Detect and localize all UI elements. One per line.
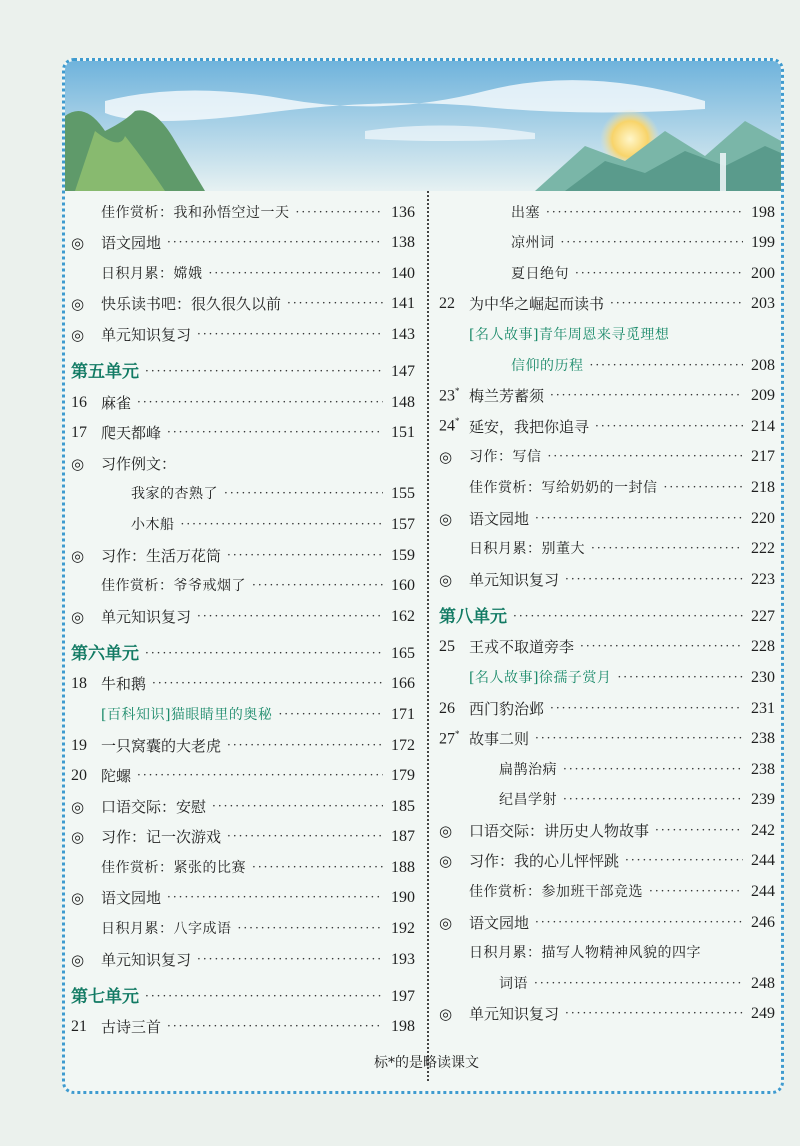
- page-number: 222: [751, 540, 775, 558]
- entry-title: 日积月累：嫦娥: [101, 265, 203, 282]
- entry-title: 爬天都峰: [101, 424, 162, 443]
- page-number: 228: [751, 638, 775, 656]
- lesson-number: 22: [439, 295, 455, 313]
- toc-entry[interactable]: [71, 595, 415, 626]
- page-number: 148: [391, 393, 415, 411]
- entry-title: 陀螺: [101, 767, 132, 786]
- lesson-number: 24*: [439, 416, 460, 435]
- dot-leader: [145, 646, 383, 660]
- unit-title: 第八单元: [439, 606, 507, 627]
- toc-entry[interactable]: [439, 901, 775, 932]
- dot-leader: [181, 517, 384, 531]
- bullet-ring-icon: ◎: [439, 448, 453, 467]
- page-number: 197: [391, 987, 415, 1005]
- unit-heading[interactable]: [71, 344, 415, 381]
- entry-title: 习作：记一次游戏: [101, 828, 222, 847]
- page-number: 238: [751, 730, 775, 748]
- page-number: 238: [751, 760, 775, 778]
- toc-entry[interactable]: [439, 558, 775, 589]
- toc-entry[interactable]: [71, 1006, 415, 1037]
- toc-left-column: [71, 191, 415, 1036]
- entry-title: 小木船: [131, 516, 175, 533]
- entry-title: 延安，我把你追寻: [469, 417, 590, 436]
- dot-leader: [252, 578, 383, 592]
- page-number: 157: [391, 515, 415, 533]
- toc-entry[interactable]: [71, 412, 415, 443]
- toc-entry[interactable]: [71, 473, 415, 504]
- bullet-ring-icon: ◎: [439, 913, 453, 932]
- page-number: 141: [391, 295, 415, 313]
- page-number: 187: [391, 828, 415, 846]
- dot-leader: [563, 792, 743, 806]
- entry-title: 单元知识复习: [469, 1005, 560, 1024]
- entry-title: 日积月累：描写人物精神风貌的四字: [469, 945, 701, 962]
- dot-leader: [535, 511, 743, 525]
- toc-entry[interactable]: [439, 779, 775, 810]
- toc-entry[interactable]: [439, 962, 775, 993]
- toc-entry[interactable]: [439, 283, 775, 314]
- page-number: 192: [391, 920, 415, 938]
- toc-entry[interactable]: [439, 870, 775, 901]
- entry-title: 夏日绝句: [511, 265, 569, 282]
- toc-entry[interactable]: [71, 313, 415, 344]
- page-number: 147: [391, 362, 415, 380]
- bullet-ring-icon: ◎: [439, 570, 453, 589]
- dot-leader: [167, 425, 383, 439]
- entry-title: 古诗三首: [101, 1018, 162, 1037]
- entry-title: 佳作赏析：参加班干部竞选: [469, 884, 643, 901]
- entry-title: 信仰的历程: [511, 357, 584, 374]
- dot-leader: [610, 296, 743, 310]
- toc-entry[interactable]: [71, 693, 415, 724]
- dot-leader: [252, 860, 383, 874]
- page-number: 220: [751, 509, 775, 527]
- entry-title: 凉州词: [511, 235, 555, 252]
- page-number: 166: [391, 675, 415, 693]
- bullet-ring-icon: ◎: [439, 1005, 453, 1024]
- entry-title: 故事二则: [469, 730, 530, 749]
- dot-leader: [212, 799, 383, 813]
- entry-title: 一只窝囊的大老虎: [101, 736, 222, 755]
- bullet-ring-icon: ◎: [71, 325, 85, 344]
- bullet-ring-icon: ◎: [439, 509, 453, 528]
- bullet-ring-icon: ◎: [71, 546, 85, 565]
- lesson-number: 17: [71, 424, 87, 442]
- page-number: 185: [391, 797, 415, 815]
- toc-entry[interactable]: [439, 191, 775, 222]
- dot-leader: [534, 976, 743, 990]
- dot-leader: [227, 829, 383, 843]
- page-number: 155: [391, 485, 415, 503]
- toc-entry[interactable]: [71, 252, 415, 283]
- dot-leader: [561, 235, 744, 249]
- landscape-banner: [65, 61, 781, 191]
- dot-leader: [197, 609, 383, 623]
- toc-entry[interactable]: [439, 405, 775, 436]
- page-number: 217: [751, 448, 775, 466]
- page-number: 198: [751, 203, 775, 221]
- toc-entry[interactable]: [71, 816, 415, 847]
- entry-title: 习作例文：: [101, 454, 177, 473]
- dot-leader: [655, 823, 743, 837]
- page-number: 239: [751, 791, 775, 809]
- toc-entry[interactable]: [71, 283, 415, 314]
- page-number: 244: [751, 883, 775, 901]
- toc-entry[interactable]: [71, 846, 415, 877]
- page-number: 231: [751, 699, 775, 717]
- page-number: 179: [391, 767, 415, 785]
- page-frame: [62, 58, 784, 1094]
- dot-leader: [137, 395, 383, 409]
- bullet-ring-icon: ◎: [71, 607, 85, 626]
- entry-title: 佳作赏析：紧张的比赛: [101, 859, 246, 876]
- page-number: 227: [751, 607, 775, 625]
- dot-leader: [565, 1006, 743, 1020]
- bullet-ring-icon: ◎: [71, 889, 85, 908]
- entry-title: 梅兰芳蓄须: [469, 387, 545, 406]
- toc-entry[interactable]: [439, 222, 775, 253]
- toc-entry[interactable]: [439, 528, 775, 559]
- entry-title: 出塞: [511, 204, 540, 221]
- entry-title: 单元知识复习: [101, 607, 192, 626]
- dot-leader: [617, 670, 743, 684]
- lesson-number: 20: [71, 767, 87, 785]
- lesson-number: 16: [71, 393, 87, 411]
- toc-entry[interactable]: [71, 755, 415, 786]
- dot-leader: [167, 890, 383, 904]
- page-number: 198: [391, 1018, 415, 1036]
- toc-entry[interactable]: [439, 436, 775, 467]
- entry-title: 佳作赏析：写给奶奶的一封信: [469, 479, 658, 496]
- lesson-number: 19: [71, 736, 87, 754]
- dot-leader: [167, 235, 383, 249]
- entry-title: 习作：生活万花筒: [101, 546, 222, 565]
- entry-title: 日积月累：八字成语: [101, 921, 232, 938]
- page-number: 242: [751, 821, 775, 839]
- lesson-number: 26: [439, 699, 455, 717]
- entry-title: 扁鹊治病: [499, 761, 557, 778]
- toc-entry[interactable]: [439, 466, 775, 497]
- toc-entry[interactable]: [71, 222, 415, 253]
- page-number: 199: [751, 234, 775, 252]
- page-number: 165: [391, 644, 415, 662]
- dot-leader: [535, 731, 743, 745]
- toc-entry[interactable]: [71, 503, 415, 534]
- dot-leader: [152, 676, 383, 690]
- page-number: 162: [391, 607, 415, 625]
- page-number: 214: [751, 417, 775, 435]
- dot-leader: [137, 768, 383, 782]
- lesson-number: 18: [71, 675, 87, 693]
- toc-entry[interactable]: [439, 687, 775, 718]
- page-number: 203: [751, 295, 775, 313]
- page-number: 190: [391, 889, 415, 907]
- dot-leader: [238, 921, 384, 935]
- dot-leader: [550, 388, 743, 402]
- bullet-ring-icon: ◎: [71, 950, 85, 969]
- page-number: 209: [751, 387, 775, 405]
- page-number: 246: [751, 913, 775, 931]
- dot-leader: [197, 952, 383, 966]
- page-number: 248: [751, 974, 775, 992]
- entry-title: 西门豹治邺: [469, 699, 545, 718]
- entry-title: 为中华之崛起而读书: [469, 295, 605, 314]
- dot-leader: [278, 707, 383, 721]
- unit-title: 第七单元: [71, 986, 139, 1007]
- unit-title: 第五单元: [71, 361, 139, 382]
- toc-entry[interactable]: [71, 191, 415, 222]
- entry-title: 语文园地: [101, 234, 162, 253]
- dot-leader: [546, 205, 743, 219]
- toc-entry[interactable]: [439, 497, 775, 528]
- toc-entry[interactable]: [439, 809, 775, 840]
- entry-title: 纪昌学射: [499, 792, 557, 809]
- unit-heading[interactable]: [71, 626, 415, 663]
- page-number: 159: [391, 546, 415, 564]
- entry-title: 口语交际：讲历史人物故事: [469, 821, 650, 840]
- dot-leader: [590, 358, 744, 372]
- dot-leader: [548, 449, 744, 463]
- lesson-number: 25: [439, 638, 455, 656]
- toc-entry[interactable]: [439, 626, 775, 657]
- page-number: 140: [391, 264, 415, 282]
- entry-title: 语文园地: [469, 509, 530, 528]
- toc-entry[interactable]: [439, 932, 775, 963]
- toc-entry[interactable]: [439, 344, 775, 375]
- bullet-ring-icon: ◎: [71, 797, 85, 816]
- dot-leader: [580, 639, 743, 653]
- toc-entry[interactable]: [439, 375, 775, 406]
- page-number: 172: [391, 736, 415, 754]
- bullet-ring-icon: ◎: [71, 828, 85, 847]
- page-number: 160: [391, 577, 415, 595]
- entry-title: 语文园地: [469, 913, 530, 932]
- entry-title: 单元知识复习: [101, 950, 192, 969]
- toc-entry[interactable]: [439, 313, 775, 344]
- dot-leader: [664, 480, 744, 494]
- toc-entry[interactable]: [71, 381, 415, 412]
- toc-entry[interactable]: [71, 877, 415, 908]
- page-number: 138: [391, 234, 415, 252]
- toc-entry[interactable]: [71, 938, 415, 969]
- toc-entry[interactable]: [439, 718, 775, 749]
- toc-entry[interactable]: [439, 748, 775, 779]
- entry-title: 我家的杏熟了: [131, 486, 218, 503]
- toc-entry[interactable]: [439, 656, 775, 687]
- page-number: 208: [751, 356, 775, 374]
- bullet-ring-icon: ◎: [439, 821, 453, 840]
- entry-title: [名人故事]徐孺子赏月: [469, 669, 612, 686]
- entry-title: 麻雀: [101, 393, 132, 412]
- toc-entry[interactable]: [71, 663, 415, 694]
- dot-leader: [535, 915, 743, 929]
- entry-title: 牛和鹅: [101, 675, 147, 694]
- dot-leader: [296, 205, 384, 219]
- toc-entry[interactable]: [439, 252, 775, 283]
- page-number: 230: [751, 668, 775, 686]
- toc-entry[interactable]: [71, 442, 415, 473]
- entry-title: 日积月累：别董大: [469, 541, 585, 558]
- entry-title: 单元知识复习: [101, 325, 192, 344]
- page-number: 143: [391, 325, 415, 343]
- page-number: 193: [391, 950, 415, 968]
- bullet-ring-icon: ◎: [71, 234, 85, 253]
- page-number: 188: [391, 858, 415, 876]
- lesson-number: 27*: [439, 728, 460, 748]
- page-number: 171: [391, 705, 415, 723]
- dot-leader: [575, 266, 743, 280]
- dot-leader: [595, 419, 743, 433]
- entry-title: 语文园地: [101, 889, 162, 908]
- entry-title: 习作：我的心儿怦怦跳: [469, 852, 620, 871]
- page-number: 218: [751, 478, 775, 496]
- page-number: 249: [751, 1005, 775, 1023]
- page-number: 244: [751, 852, 775, 870]
- toc-right-column: [439, 191, 775, 1023]
- page-number: 136: [391, 203, 415, 221]
- page-number: 200: [751, 264, 775, 282]
- dot-leader: [145, 989, 383, 1003]
- bullet-ring-icon: ◎: [71, 454, 85, 473]
- dot-leader: [287, 296, 383, 310]
- toc-entry[interactable]: [71, 907, 415, 938]
- toc-entry[interactable]: [71, 534, 415, 565]
- page-number: 223: [751, 570, 775, 588]
- bullet-ring-icon: ◎: [71, 295, 85, 314]
- entry-title: 王戎不取道旁李: [469, 638, 575, 657]
- entry-title: [百科知识]猫眼睛里的奥秘: [101, 706, 273, 723]
- column-divider: [427, 191, 429, 1081]
- dot-leader: [625, 853, 743, 867]
- dot-leader: [550, 701, 743, 715]
- dot-leader: [224, 486, 383, 500]
- entry-title: [名人故事]青年周恩来寻觅理想: [469, 326, 670, 343]
- lesson-number: 21: [71, 1018, 87, 1036]
- dot-leader: [167, 1019, 383, 1033]
- dot-leader: [197, 327, 383, 341]
- dot-leader: [227, 548, 383, 562]
- footnote: 标*的是略读课文: [374, 1055, 479, 1071]
- dot-leader: [591, 541, 743, 555]
- entry-title: 佳作赏析：我和孙悟空过一天: [101, 204, 290, 221]
- toc-entry[interactable]: [71, 785, 415, 816]
- dot-leader: [513, 609, 743, 623]
- toc-entry[interactable]: [439, 840, 775, 871]
- entry-title: 佳作赏析：爷爷戒烟了: [101, 578, 246, 595]
- dot-leader: [649, 884, 743, 898]
- unit-heading[interactable]: [71, 969, 415, 1006]
- dot-leader: [209, 266, 384, 280]
- toc-entry[interactable]: [439, 993, 775, 1024]
- page-number: 151: [391, 424, 415, 442]
- entry-title: 单元知识复习: [469, 570, 560, 589]
- entry-title: 快乐读书吧：很久很久以前: [101, 295, 282, 314]
- dot-leader: [563, 762, 743, 776]
- unit-heading[interactable]: [439, 589, 775, 626]
- entry-title: 词语: [499, 975, 528, 992]
- dot-leader: [145, 364, 383, 378]
- bullet-ring-icon: ◎: [439, 852, 453, 871]
- entry-title: 习作：写信: [469, 449, 542, 466]
- dot-leader: [565, 572, 743, 586]
- entry-title: 口语交际：安慰: [101, 797, 207, 816]
- lesson-number: 23*: [439, 385, 460, 405]
- toc-entry[interactable]: [71, 565, 415, 596]
- unit-title: 第六单元: [71, 643, 139, 664]
- toc-entry[interactable]: [71, 724, 415, 755]
- dot-leader: [227, 738, 383, 752]
